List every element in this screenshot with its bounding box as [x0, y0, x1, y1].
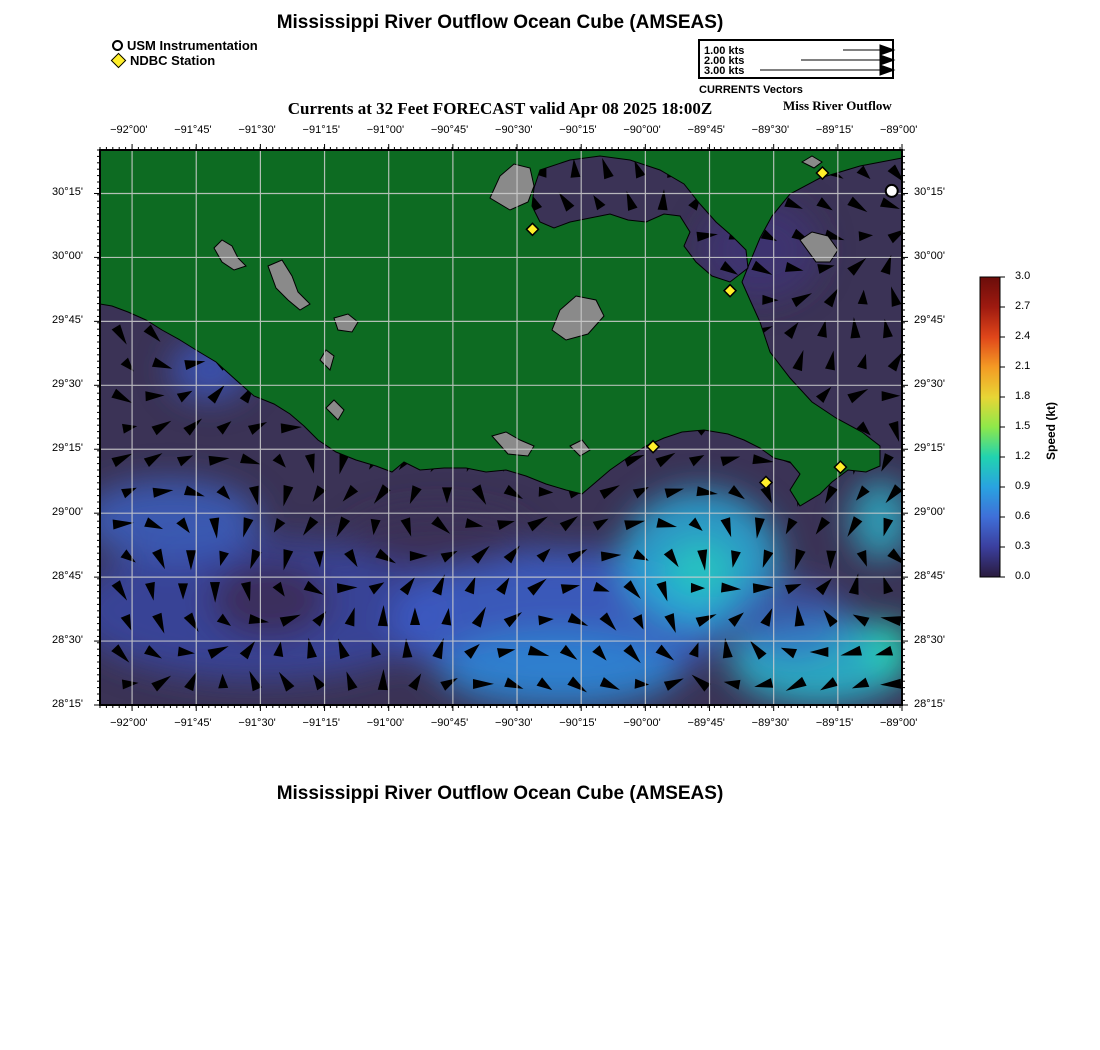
lat-tick-label: 28°45' [914, 570, 945, 583]
lon-tick-label: −89°15' [815, 124, 854, 136]
lat-tick-label: 28°30' [914, 634, 945, 647]
lat-tick-label: 29°30' [52, 378, 83, 391]
lat-tick-label: 30°15' [914, 186, 945, 199]
lon-tick-label: −90°30' [495, 717, 533, 729]
lon-tick-label: −90°00' [623, 717, 661, 729]
lat-tick-label: 30°00' [914, 250, 945, 263]
lon-tick-label: −89°00' [880, 124, 918, 136]
lat-tick-label: 29°45' [52, 314, 83, 327]
lon-tick-label: −89°45' [687, 124, 725, 136]
chart-title: Mississippi River Outflow Ocean Cube (AMSEAS) [276, 12, 724, 33]
lon-tick-label: −90°15' [559, 717, 597, 729]
lon-tick-label: −89°45' [687, 717, 725, 729]
lon-tick-label: −89°00' [880, 717, 918, 729]
lon-tick-label: −91°30' [238, 717, 276, 729]
lon-tick-label: −91°15' [302, 124, 340, 136]
lon-tick-label: −89°30' [751, 717, 790, 729]
colorbar-tick-label: 2.7 [1015, 300, 1031, 312]
lon-tick-label: −90°00' [623, 124, 661, 136]
colorbar-tick-label: 0.0 [1015, 570, 1031, 582]
vector-key-row-1: 1.00 kts [704, 45, 745, 57]
lon-tick-label: −90°45' [430, 717, 469, 729]
lon-tick-label: −91°45' [174, 124, 212, 136]
lat-tick-label: 28°15' [914, 698, 945, 710]
lon-tick-label: −90°15' [559, 124, 597, 136]
map-subtitle: Currents at 32 Feet FORECAST valid Apr 08 2025 18:00Z [287, 99, 713, 118]
lon-tick-label: −92°00' [110, 124, 148, 136]
lon-tick-label: −91°30' [238, 124, 276, 136]
lat-tick-label: 28°45' [52, 570, 83, 583]
lon-tick-label: −91°45' [174, 717, 212, 729]
usm-station-marker [886, 185, 898, 197]
colorbar-tick-label: 1.5 [1015, 420, 1031, 432]
region-label: Miss River Outflow [783, 98, 892, 113]
vector-key-row-3: 3.00 kts [704, 65, 745, 77]
legend-usm-label: USM Instrumentation [127, 38, 258, 53]
lon-tick-label: −90°45' [430, 124, 469, 136]
lat-tick-label: 29°30' [914, 378, 945, 391]
colorbar-label: Speed (kt) [1044, 401, 1058, 460]
colorbar-tick-label: 0.3 [1015, 540, 1031, 552]
lon-tick-label: −91°15' [302, 717, 340, 729]
lon-tick-label: −90°30' [495, 124, 533, 136]
lat-tick-label: 29°15' [52, 442, 83, 455]
vector-key-caption: CURRENTS Vectors [699, 84, 803, 96]
footer-title: Mississippi River Outflow Ocean Cube (AMSEAS) [276, 783, 724, 804]
colorbar-tick-label: 1.2 [1015, 450, 1031, 462]
lon-tick-label: −92°00' [110, 717, 148, 729]
colorbar-tick-label: 0.9 [1015, 480, 1031, 492]
colorbar-tick-label: 3.0 [1015, 270, 1031, 282]
lon-tick-label: −89°15' [815, 717, 854, 729]
colorbar-tick-label: 0.6 [1015, 510, 1031, 522]
lat-tick-label: 29°00' [914, 506, 945, 519]
vector-key-row-2: 2.00 kts [704, 55, 745, 67]
lat-tick-label: 29°45' [914, 314, 945, 327]
legend-ndbc-label: NDBC Station [130, 53, 216, 68]
lat-tick-label: 28°30' [52, 634, 83, 647]
colorbar-tick-label: 2.1 [1015, 360, 1031, 372]
lat-tick-label: 28°15' [52, 698, 83, 710]
lat-tick-label: 30°15' [52, 186, 83, 199]
lat-tick-label: 29°15' [914, 442, 945, 455]
lon-tick-label: −89°30' [751, 124, 790, 136]
lon-tick-label: −91°00' [366, 717, 405, 729]
lon-tick-label: −91°00' [366, 124, 405, 136]
colorbar-gradient [980, 277, 1000, 577]
colorbar-tick-label: 2.4 [1015, 330, 1031, 342]
lat-tick-label: 29°00' [52, 506, 83, 519]
colorbar-tick-label: 1.8 [1015, 390, 1031, 402]
lat-tick-label: 30°00' [52, 250, 83, 263]
